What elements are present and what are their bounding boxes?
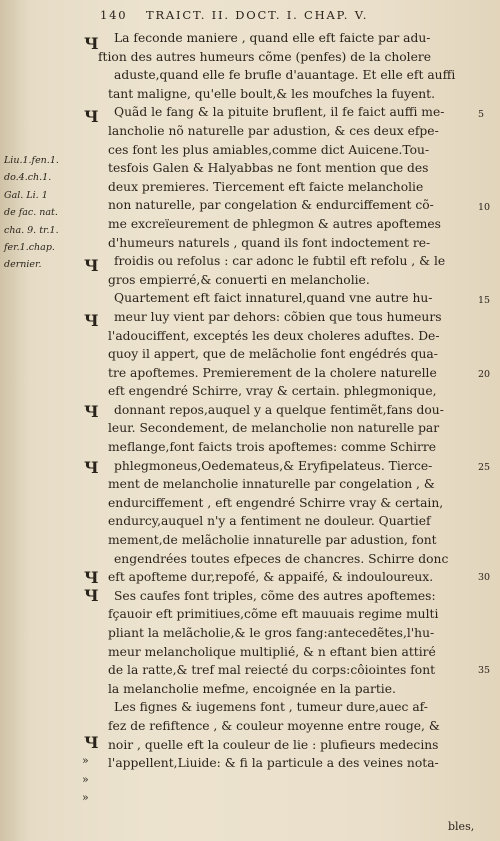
text-line: lancholie nõ naturelle par adustion, & ces deux efpe- <box>108 123 439 138</box>
text-line: engendrées toutes efpeces de chancres. Schirre donc <box>114 551 449 566</box>
page-header <box>0 6 500 24</box>
text-line: de la ratte,& tref mal reiecté du corps:côiointes font <box>108 663 436 678</box>
margin-note: do.4.ch.1. <box>4 172 52 184</box>
text-line: eft apofteme dur,repofé, & appaifé, & indouloureux. <box>108 570 434 585</box>
text-line: Ses caufes font triples, cõme des autres apoftemes: <box>114 588 436 603</box>
paragraph-mark-icon: Ч <box>84 586 99 605</box>
paragraph-mark-icon: Ч <box>84 107 99 126</box>
text-line: me excreïeurement de phlegmon & autres apoftemes <box>108 216 441 231</box>
text-line: l'appellent,Liuide: & fi la particule a des veines nota- <box>108 756 439 771</box>
line-number: 5 <box>478 109 485 120</box>
text-line: l'adouciffent, exceptés les deux choleres aduftes. De- <box>108 328 440 343</box>
page-number: 140 <box>100 8 128 22</box>
margin-note: de fac. nat. <box>4 207 58 219</box>
text-line: fez de refiftence , & couleur moyenne entre rouge, & <box>108 718 440 733</box>
text-line: meur melancholique multiplié, & n eftant bien attiré <box>108 644 436 659</box>
paragraph-mark-icon: Ч <box>84 256 99 275</box>
text-line: la melancholie mefme, encoignée en la partie. <box>108 681 396 696</box>
text-line: endurcy,auquel n'y a fentiment ne douleur. Quartief <box>108 514 431 529</box>
text-line: leur. Secondement, de melancholie non naturelle par <box>108 421 440 436</box>
text-line: d'humeurs naturels , quand ils font indoctement re- <box>108 235 431 250</box>
paragraph-mark-icon: Ч <box>84 34 99 53</box>
paragraph-mark-icon: Ч <box>84 733 99 752</box>
text-line: La feconde maniere , quand elle eft faicte par adu- <box>114 31 431 45</box>
paragraph-mark-icon: Ч <box>84 458 99 477</box>
catchword: bles, <box>448 820 475 833</box>
quote-mark-icon: » <box>82 773 89 786</box>
text-line: froidis ou refolus : car adonc le fubtil eft refolu , & le <box>114 254 446 269</box>
line-number: 10 <box>478 202 491 213</box>
quote-mark-icon: » <box>82 754 89 767</box>
text-line: Quãd le fang & la pituite bruflent, il fe faict auffi me- <box>114 105 445 120</box>
margin-notes <box>4 152 96 274</box>
text-line: fçauoir eft primitiues,cõme eft mauuais regime multi <box>108 607 439 622</box>
text-line: deux premieres. Tiercement eft faicte melancholie <box>108 179 424 194</box>
text-line: aduste,quand elle fe brufle d'auantage. Et elle eft auffi <box>114 68 456 83</box>
text-line: phlegmoneus,Oedemateus,& Eryfipelateus. Tierce- <box>114 458 433 473</box>
text-line: pliant la melãcholie,& le gros fang:antecedẽtes,l'hu- <box>108 626 435 640</box>
line-number: 35 <box>478 665 491 676</box>
margin-note: dernier. <box>4 259 42 271</box>
margin-note: fer.1.chap. <box>4 242 55 254</box>
text-line: endurciffement , eft engendré Schirre vray & certain, <box>108 495 444 510</box>
text-line: mement,de melãcholie innaturelle par adustion, font <box>108 533 437 548</box>
text-line: ces font les plus amiables,comme dict Auicene.Tou- <box>108 142 430 157</box>
text-line: meur luy vient par dehors: cõbien que tous humeurs <box>114 309 442 324</box>
paragraph-mark-icon: Ч <box>84 402 99 421</box>
text-line: quoy il appert, que de melãcholie font engédrés qua- <box>108 347 438 362</box>
margin-note: cha. 9. tr.1. <box>4 224 59 236</box>
text-line: Quartement eft faict innaturel,quand vne autre hu- <box>114 291 433 306</box>
text-line: noir , quelle eft la couleur de lie : plufieurs medecins <box>108 737 439 752</box>
running-title: TRAICT. II. DOCT. I. CHAP. V. <box>146 8 369 22</box>
margin-note: Gal. Li. 1 <box>4 189 48 201</box>
line-number: 25 <box>478 462 491 473</box>
quote-mark-icon: » <box>82 791 89 804</box>
text-line: donnant repos,auquel y a quelque fentimẽt,fans dou- <box>114 402 444 417</box>
text-line: tre apoftemes. Premierement de la cholere naturelle <box>108 365 437 380</box>
paragraph-mark-icon: Ч <box>84 311 99 330</box>
text-line: eft engendré Schirre, vray & certain. phlegmonique, <box>108 384 437 399</box>
text-line: Les fignes & iugemens font , tumeur dure,auec af- <box>114 700 428 715</box>
text-line: meflange,font faicts trois apoftemes: comme Schirre <box>108 440 437 455</box>
text-line: non naturelle, par congelation & endurciffement cõ- <box>108 198 434 213</box>
text-line: ment de melancholie innaturelle par congelation , & <box>108 477 435 492</box>
line-number: 20 <box>478 369 491 380</box>
text-line: ftion des autres humeurs cõme (penfes) de la cholere <box>98 49 432 64</box>
line-number: 30 <box>478 572 491 583</box>
text-line: tesfois Galen & Halyabbas ne font mention que des <box>108 161 429 176</box>
paragraph-mark-icon: Ч <box>84 568 99 587</box>
text-line: tant maligne, qu'elle boult,& les moufches la fuyent. <box>108 86 436 101</box>
margin-note: Liu.1.fen.1. <box>4 155 59 166</box>
text-line: gros empierré,& conuerti en melancholie. <box>108 272 370 287</box>
line-number: 15 <box>478 295 491 306</box>
